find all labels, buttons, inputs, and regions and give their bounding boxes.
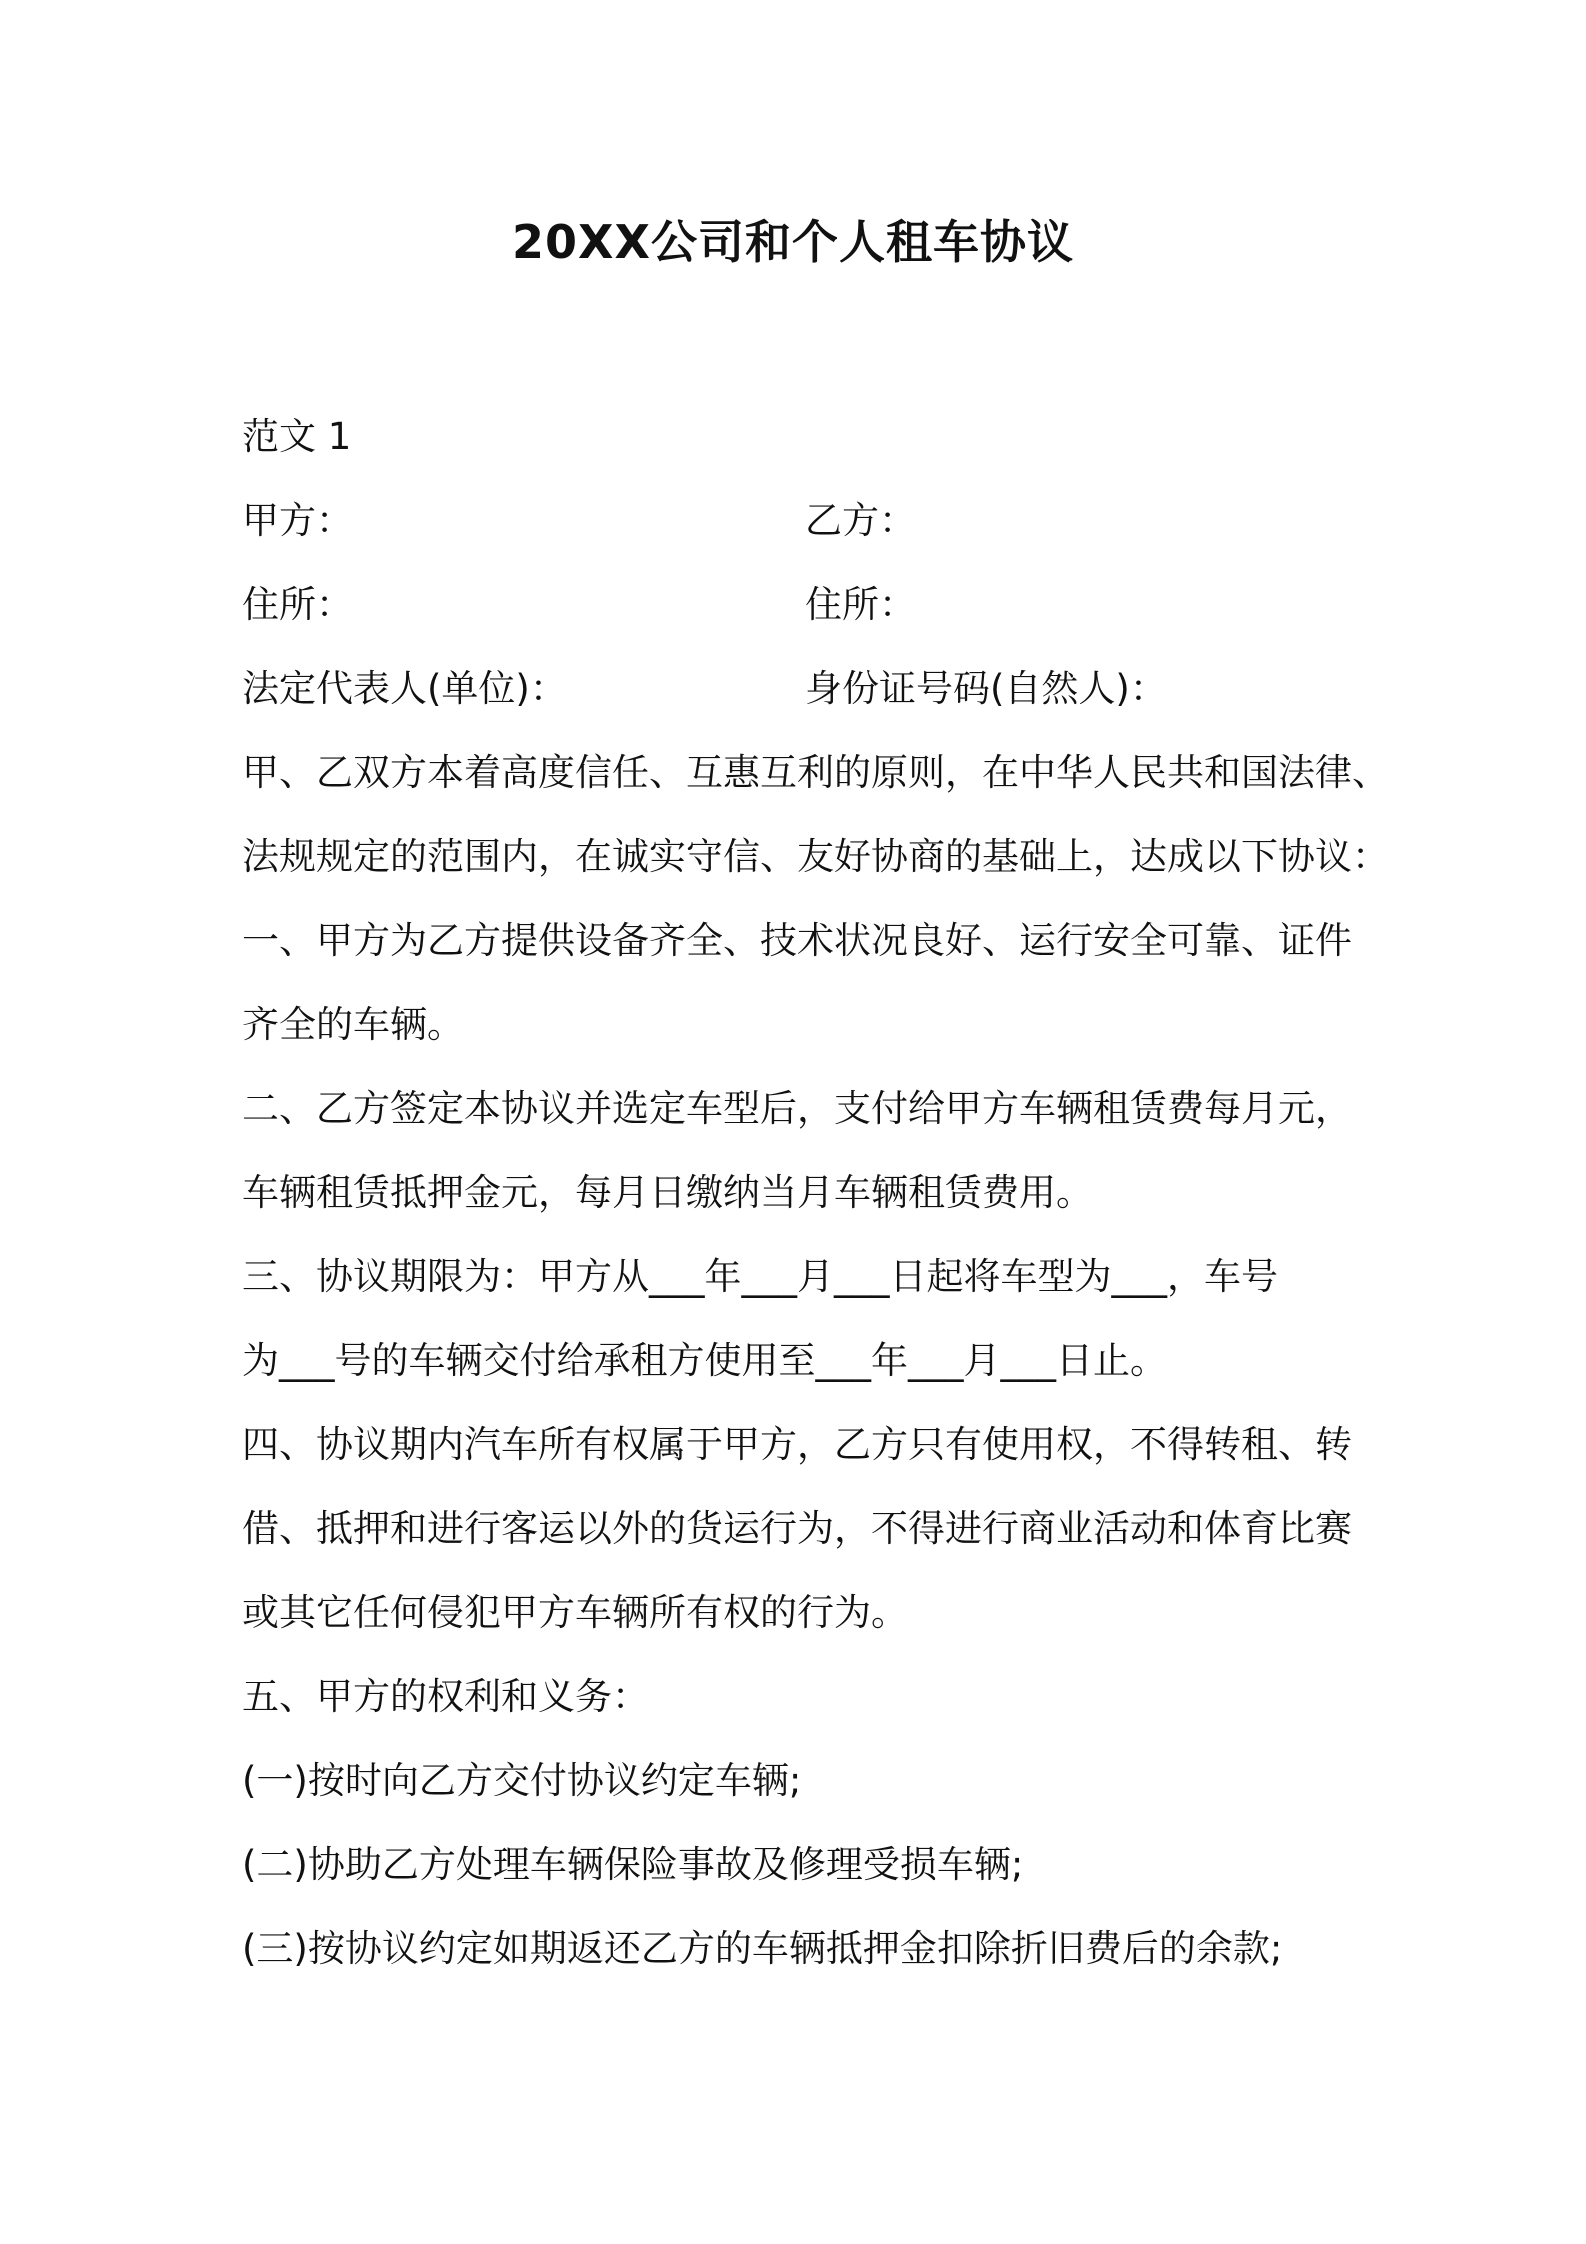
list-item: (三)按协议约定如期返还乙方的车辆抵押金扣除折旧费后的余款; — [242, 1927, 1283, 1970]
paragraph-line: 车辆租赁抵押金元，每月日缴纳当月车辆租赁费用。 — [242, 1171, 1093, 1214]
sample-label: 范文 1 — [242, 415, 352, 458]
document-title: 20XX公司和个人租车协议 — [512, 215, 1074, 269]
address-a-label: 住所： — [242, 583, 353, 626]
paragraph-line: 或其它任何侵犯甲方车辆所有权的行为。 — [242, 1591, 908, 1634]
paragraph-line: 甲、乙双方本着高度信任、互惠互利的原则，在中华人民共和国法律、 — [242, 751, 1389, 794]
legal-rep-label: 法定代表人(单位)： — [242, 667, 567, 710]
party-b-label: 乙方： — [805, 499, 916, 542]
party-a-label: 甲方： — [242, 499, 353, 542]
section-heading: 五、甲方的权利和义务： — [242, 1675, 649, 1718]
paragraph-line: 借、抵押和进行客运以外的货运行为，不得进行商业活动和体育比赛 — [242, 1507, 1352, 1550]
list-item: (二)协助乙方处理车辆保险事故及修理受损车辆; — [242, 1843, 1024, 1886]
paragraph-line: 为___号的车辆交付给承租方使用至___年___月___日止。 — [242, 1339, 1167, 1382]
paragraph-line: 三、协议期限为：甲方从___年___月___日起将车型为___，车号 — [242, 1255, 1278, 1298]
paragraph-line: 法规规定的范围内，在诚实守信、友好协商的基础上，达成以下协议： — [242, 835, 1389, 878]
id-number-label: 身份证号码(自然人)： — [805, 667, 1167, 710]
paragraph-line: 齐全的车辆。 — [242, 1003, 464, 1046]
paragraph-line: 一、甲方为乙方提供设备齐全、技术状况良好、运行安全可靠、证件 — [242, 919, 1352, 962]
paragraph-line: 二、乙方签定本协议并选定车型后，支付给甲方车辆租赁费每月元， — [242, 1087, 1352, 1130]
list-item: (一)按时向乙方交付协议约定车辆; — [242, 1759, 802, 1802]
paragraph-line: 四、协议期内汽车所有权属于甲方，乙方只有使用权，不得转租、转 — [242, 1423, 1352, 1466]
address-b-label: 住所： — [805, 583, 916, 626]
